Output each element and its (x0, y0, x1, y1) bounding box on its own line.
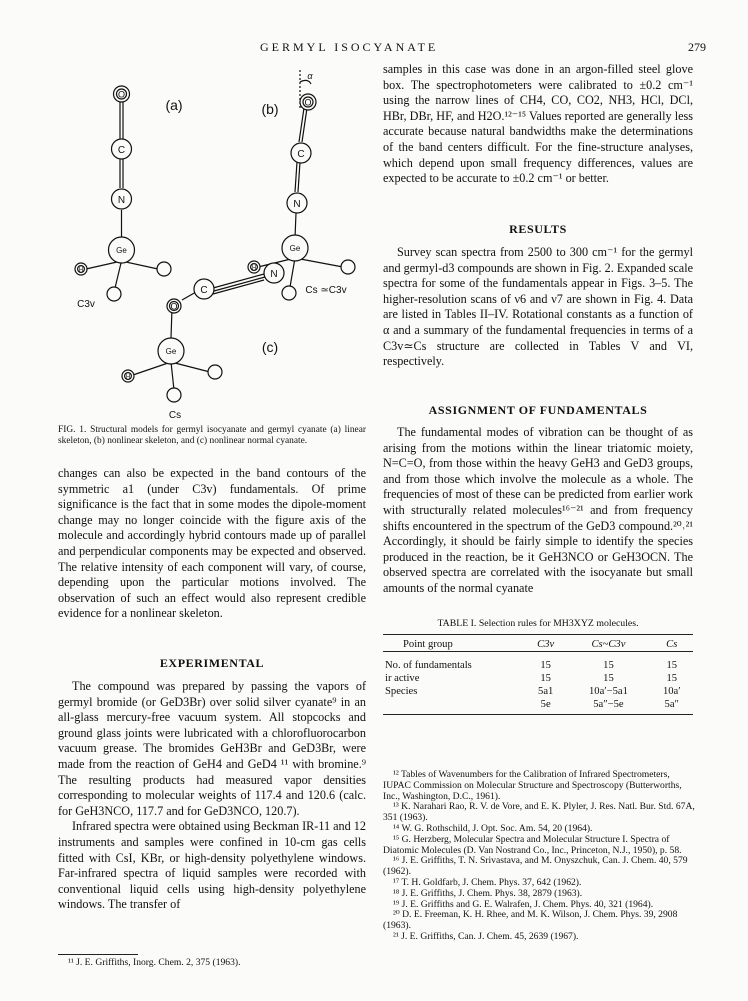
svg-text:(b): (b) (261, 101, 279, 117)
footnote-17: ¹⁷ T. H. Goldfarb, J. Chem. Phys. 37, 642 (1962). (393, 876, 582, 888)
selection-rules-table (383, 638, 693, 711)
section-heading-experimental: EXPERIMENTAL (159, 656, 265, 670)
svg-text:O: O (304, 97, 312, 108)
right-column-assignment (383, 425, 693, 597)
svg-text:N: N (270, 269, 278, 280)
paragraph: Infrared spectra were obtained using Beckman IR-11 and 12 instruments and samples were confined in 10-cm gas cells fitted with CsI, KBr, or high-density polyethylene windows. Far-infrared spectra of liquid samples were recorded with conventional liquid cells using high-density polyethylene windows. The transfer of (58, 819, 366, 912)
svg-text:C: C (117, 145, 126, 156)
footnote-11: ¹¹ J. E. Griffiths, Inorg. Chem. 2, 375 (1963). (68, 957, 241, 968)
footnote-21: ²¹ J. E. Griffiths, Can. J. Chem. 45, 2639 (1967). (393, 930, 579, 942)
footnote-15: ¹⁵ G. Herzberg, Molecular Spectra and Molecular Structure I. Spectra of Diatomic Molecules (D. Van Nostrand Co., Inc., Princeton, N.J., 1950), p. 58. (383, 833, 682, 856)
table-row: Species 5a1 10a′−5a1 10a′ (385, 686, 681, 697)
right-column-intro (383, 62, 693, 187)
paragraph: The compound was prepared by passing the vapors of germyl bromide (or GeD3Br) over solid silver cyanate⁹ in an all-glass mercury-free vacuum system. All stopcocks and ground glass joints were lubricated with a chlorofluorocarbon vacuum grease. The bromides GeH3Br and GeD3Br, were made from the reaction of GeH4 and GeD4 ¹¹ with bromine.⁹ The resulting products had measured vapor densities corresponding to molecular weights of 117.4 and 120.6 (calc. for GeH3NCO, 117.7 and for GeD3NCO, 120.7). (58, 679, 366, 818)
svg-text:N: N (293, 199, 301, 210)
svg-text:α: α (307, 71, 313, 81)
svg-text:Ge: Ge (289, 244, 301, 253)
table-row: No. of fundamentals 15 15 15 (385, 660, 678, 671)
footnote-16: ¹⁶ J. E. Griffiths, T. N. Srivastava, and M. Onyszchuk, Can. J. Chem. 40, 579 (1962). (383, 855, 688, 878)
table-row: 5e 5a″−5e 5a″ (540, 699, 679, 710)
svg-text:H: H (251, 265, 257, 272)
svg-text:Ge: Ge (116, 246, 127, 255)
footnote-rule (58, 954, 138, 955)
table-caption: TABLE I. Selection rules for MH3XYZ molecules. (437, 618, 639, 629)
svg-text:C: C (297, 149, 305, 160)
running-title: GERMYL ISOCYANATE (260, 40, 439, 54)
svg-text:C3v: C3v (77, 299, 95, 310)
table-header-row: Point group C3v Cs~C3v Cs (403, 639, 678, 650)
page-number: 279 (688, 40, 706, 54)
footnote-13: ¹³ K. Narahari Rao, R. V. de Vore, and E. K. Plyler, J. Res. Natl. Bur. Std. 67A, 351 (1963). (383, 801, 695, 824)
svg-text:Ge: Ge (165, 347, 177, 356)
paragraph: The fundamental modes of vibration can be thought of as arising from the motions within the linear triatomic moiety, N=C=O, from those within the heavy GeH3 and GeD3 groups, and from those which involve the molecule as a whole. The frequencies of most of these can be predicted from earlier work with structurally related molecules¹⁶⁻²¹ and from frequency shifts encountered in the spectrum of the GeD3 compound.²⁰˒²¹ Accordingly, it should be fairly simple to identify the species produced in the reaction, be it GeH3NCO or GeH3OCN. The observed spectra are correlated with the isocyanate but small amounts of the normal cyanate (383, 425, 693, 595)
right-column-results (383, 245, 693, 370)
svg-text:C: C (200, 285, 208, 296)
footnote-14: ¹⁴ W. G. Rothschild, J. Opt. Soc. Am. 54, 20 (1964). (393, 822, 593, 834)
paragraph: samples in this case was done in an argon-filled steel glove box. The spectrophotometers were calibrated to ±0.2 cm⁻¹ using the narrow lines of CH4, CO, CO2, NH3, HCl, DCl, HBr, DBr, HF, and H2O.¹²⁻¹⁵ Values reported are generally less accurate because natural bandwidths make the determinations of the band centers difficult. For the fine-structure analyses, which depend upon small frequency differences, values are expected to be accurate to ±0.2 cm⁻¹ or better. (383, 62, 693, 186)
svg-text:H: H (78, 267, 84, 274)
table-rule-top (383, 634, 693, 635)
svg-text:Cs: Cs (168, 410, 182, 421)
footnote-12: ¹² Tables of Wavenumbers for the Calibration of Infrared Spectrometers, IUPAC Commission on Molecular Structure and Spectroscopy (Butterworths, Inc., Washington, D.C., 1961). (383, 769, 682, 802)
footnotes (383, 770, 695, 943)
section-heading-results: RESULTS (509, 222, 567, 236)
paragraph: changes can also be expected in the band contours of the symmetric a1 (under C3v) fundamentals. Of prime significance is the fact that in some modes the dipole-moment change may no longer coincide with the figure axis of the molecule and accordingly hybrid contours made up of parallel and perpendicular components may be expected and observed. The relative intensity of each component will vary, of course, depending upon the particular motions involved. The observation of such an effect would also represent credible evidence for a nonlinear skeleton. (58, 466, 366, 621)
footnote-20: ²⁰ D. E. Freeman, K. H. Rhee, and M. K. Wilson, J. Chem. Phys. 39, 2908 (1963). (383, 909, 678, 932)
svg-text:O: O (117, 89, 126, 100)
paragraph: Survey scan spectra from 2500 to 300 cm⁻¹ for the germyl and germyl-d3 compounds are shown in Fig. 2. Expanded scale spectra for some of the fundamentals appear in Figs. 3–5. The higher-resolution scans of ν6 and ν7 are shown in Fig. 4. Data are listed in Tables II–IV. Rotational constants as a function of α and a summary of the fundamental frequencies in terms of a C3v≃Cs structure are collected in Tables V and VI, respectively. (383, 245, 693, 369)
table-rule-bottom (383, 714, 693, 715)
figure-1-structures (58, 62, 368, 422)
table-row: ir active 15 15 15 (385, 673, 678, 684)
footnote-18: ¹⁸ J. E. Griffiths, J. Chem. Phys. 38, 2879 (1963). (393, 887, 583, 899)
figure-caption: FIG. 1. Structural models for germyl isocyanate and germyl cyanate (a) linear skeleton, (b) nonlinear skeleton, and (c) nonlinear normal cyanate. (58, 425, 366, 446)
svg-text:(c): (c) (261, 339, 279, 355)
footnote-19: ¹⁹ J. E. Griffiths and G. E. Walrafen, J. Chem. Phys. 40, 321 (1964). (393, 898, 654, 910)
svg-text:N: N (117, 195, 126, 206)
svg-text:H: H (125, 374, 131, 381)
svg-text:(a): (a) (165, 97, 183, 113)
section-heading-assignment: ASSIGNMENT OF FUNDAMENTALS (428, 403, 648, 417)
svg-text:O: O (170, 301, 178, 312)
left-column-intro (58, 466, 366, 622)
left-column-experimental (58, 679, 366, 913)
svg-text:Cs ≃C3v: Cs ≃C3v (305, 285, 347, 296)
table-rule-header (383, 651, 693, 652)
